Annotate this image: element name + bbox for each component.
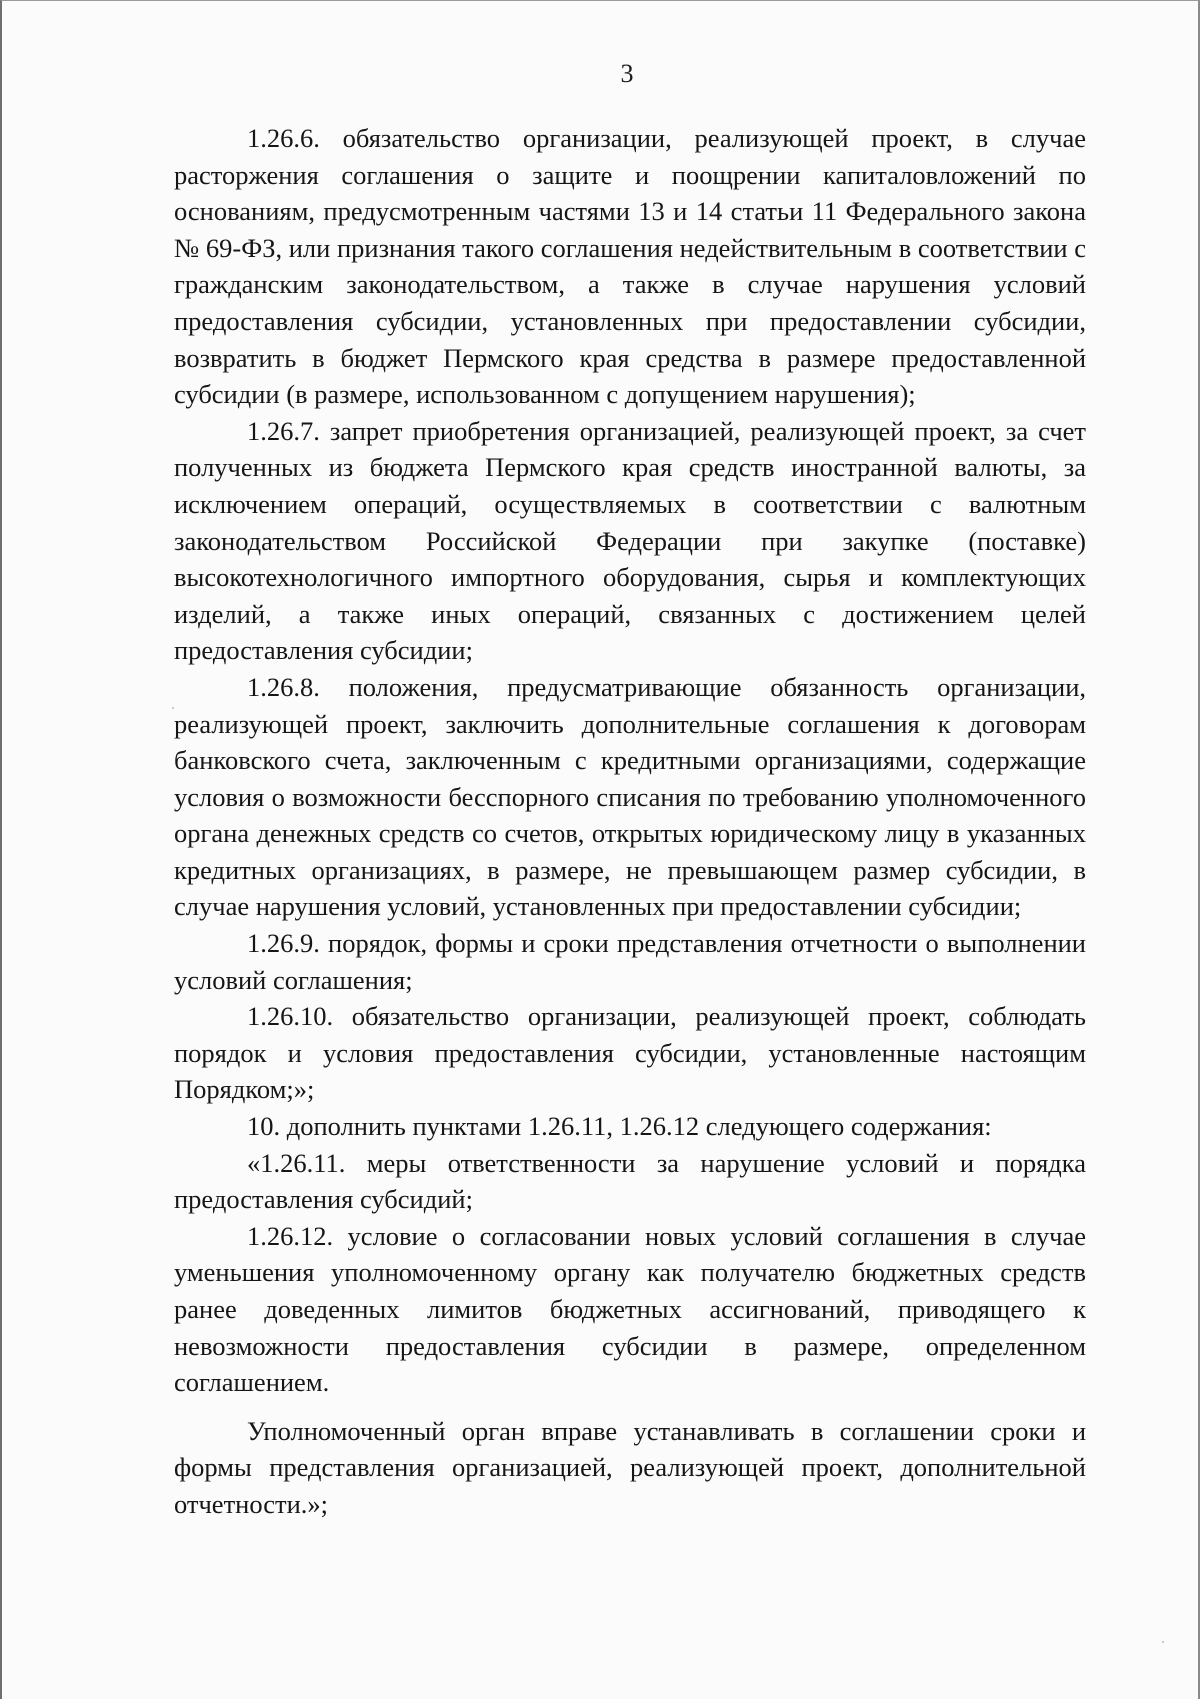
paragraph-1-26-8: 1.26.8. положения, предусматривающие обязанность организации, реализующей проект, заключить дополнительные соглашения к договорам банковского счета, заключенным с кредитными организациями, содержащие условия о возможности бесспорного списания по требованию уполномоченного органа денежных средств со счетов, открытых юридическому лицу в указанных кредитных организациях, в размере, не превышающем размер субсидии, в случае нарушения условий, установленных при предоставлении субсидии; [174,671,1086,922]
paragraph-1-26-9: 1.26.9. порядок, формы и сроки представления отчетности о выполнении условий соглашения; [174,928,1086,995]
paragraph-authorized-body: Уполномоченный орган вправе устанавливать в соглашении сроки и формы представления организацией, реализующей проект, дополнительной отчетности.»; [174,1415,1086,1519]
paragraph-1-26-12: 1.26.12. условие о согласовании новых условий соглашения в случае уменьшения уполномоченному органу как получателю бюджетных средств ранее доведенных лимитов бюджетных ассигнований, приводящего к невозможности предоставления субсидии в размере, определенном соглашением. [174,1220,1086,1398]
scan-speck [172,707,174,709]
document-body [174,120,1086,1523]
paragraph-1-26-6: 1.26.6. обязательство организации, реализующей проект, в случае расторжения соглашения о защите и поощрении капиталовложений по основаниям, предусмотренным частями 13 и 14 статьи 11 Федерального закона № 69-ФЗ, или признания такого соглашения недействительным в соответствии с гражданским законодательством, а также в случае нарушения условий предоставления субсидии, установленных при предоставлении субсидии, возвратить в бюджет Пермского края средства в размере предоставленной субсидии (в размере, использованном с допущением нарушения); [174,123,1086,410]
paragraph-1-26-10: 1.26.10. обязательство организации, реализующей проект, соблюдать порядок и условия предоставления субсидии, установленные настоящим Порядком;»; [174,1001,1086,1105]
paragraph-item-10: 10. дополнить пунктами 1.26.11, 1.26.12 следующего содержания: [247,1111,992,1142]
scan-speck [1162,1641,1164,1643]
page-number: 3 [620,59,634,88]
paragraph-1-26-11: «1.26.11. меры ответственности за нарушение условий и порядка предоставления субсидий; [174,1147,1086,1215]
paragraph-1-26-7: 1.26.7. запрет приобретения организацией, реализующей проект, за счет полученных из бюджета Пермского края средств иностранной валюты, за исключением операций, осуществляемых в соответствии с валютным законодательством Российской Федерации при закупке (поставке) высокотехнологичного импортного оборудования, сырья и комплектующих изделий, а также иных операций, связанных с достижением целей предоставления субсидии; [174,415,1086,666]
